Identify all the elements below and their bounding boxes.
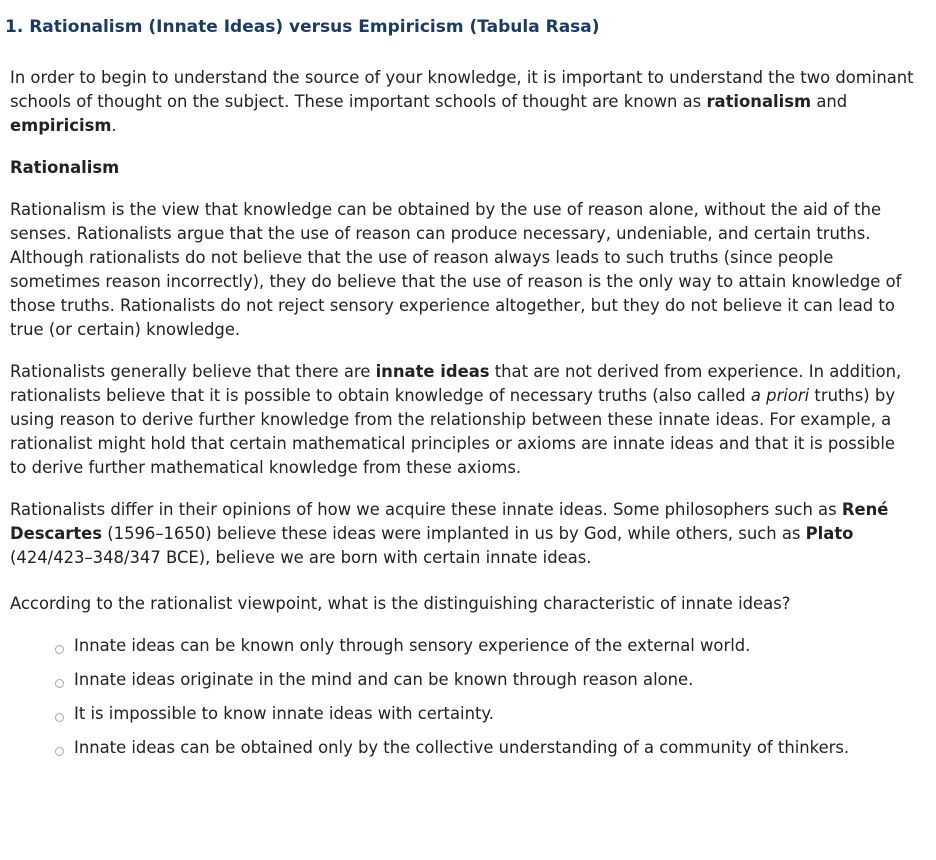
answer-option-label: Innate ideas can be known only through sensory experience of the external world. [74,636,751,655]
radio-button-icon[interactable] [55,645,64,654]
name-plato: Plato [805,524,854,543]
para3-text-1: Rationalists differ in their opinions of how we acquire these innate ideas. Some philosophers such as [10,500,842,519]
answer-option-4[interactable] [10,736,915,760]
intro-text-1: In order to begin to understand the source of your knowledge, it is important to understand the two dominant schools of thought on the subject. These important schools of thought are known as [10,68,914,111]
answer-option-1[interactable] [10,634,915,658]
radio-button-icon[interactable] [55,679,64,688]
answer-option-label: Innate ideas originate in the mind and can be known through reason alone. [74,670,694,689]
section-subheading: Rationalism [10,158,120,177]
intro-paragraph [10,66,915,138]
question-heading: 1. Rationalism (Innate Ideas) versus Empiricism (Tabula Rasa) [5,17,600,37]
para2-text-1: Rationalists generally believe that there are [10,362,376,381]
intro-text-3: . [111,116,117,135]
rationalism-paragraph-1: Rationalism is the view that knowledge can be obtained by the use of reason alone, without the aid of the senses. Rationalists argue that the use of reason can produce necessary, undeniable, and certain truths. Although rationalists do not believe that the use of reason always leads to such truths (since people sometimes reason incorrectly), they do believe that the use of reason is the only way to attain knowledge of those truths. Rationalists do not reject sensory experience altogether, but they do not believe it can lead to true (or certain) knowledge. [10,200,902,339]
name-descartes: René Descartes [10,500,889,543]
radio-button-icon[interactable] [55,713,64,722]
para2-text-3: truths) by using reason to derive further knowledge from the relationship between these innate ideas. For example, a rationalist might hold that certain mathematical principles or axioms are innate ideas and that it is possible to derive further mathematical knowledge from these axioms. [10,386,896,477]
para3-text-2: (1596–1650) believe these ideas were implanted in us by God, while others, such as [102,524,806,543]
intro-text-2: and [811,92,848,111]
answer-option-label: It is impossible to know innate ideas with certainty. [74,704,494,723]
term-a-priori: a priori [750,386,810,405]
answer-options [10,634,915,760]
rationalism-paragraph-2 [10,360,915,480]
question-prompt: According to the rationalist viewpoint, what is the distinguishing characteristic of innate ideas? [10,594,791,613]
rationalism-paragraph-3 [10,498,915,570]
term-empiricism: empiricism [10,116,112,135]
content-body [10,66,915,770]
answer-option-label: Innate ideas can be obtained only by the collective understanding of a community of thinkers. [74,738,850,757]
answer-option-3[interactable] [10,702,915,726]
answer-option-2[interactable] [10,668,915,692]
para3-text-3: (424/423–348/347 BCE), believe we are born with certain innate ideas. [10,548,592,567]
term-innate-ideas: innate ideas [375,362,490,381]
term-rationalism: rationalism [706,92,812,111]
para2-text-2: that are not derived from experience. In addition, rationalists believe that it is possible to obtain knowledge of necessary truths (also called [10,362,902,405]
radio-button-icon[interactable] [55,747,64,756]
